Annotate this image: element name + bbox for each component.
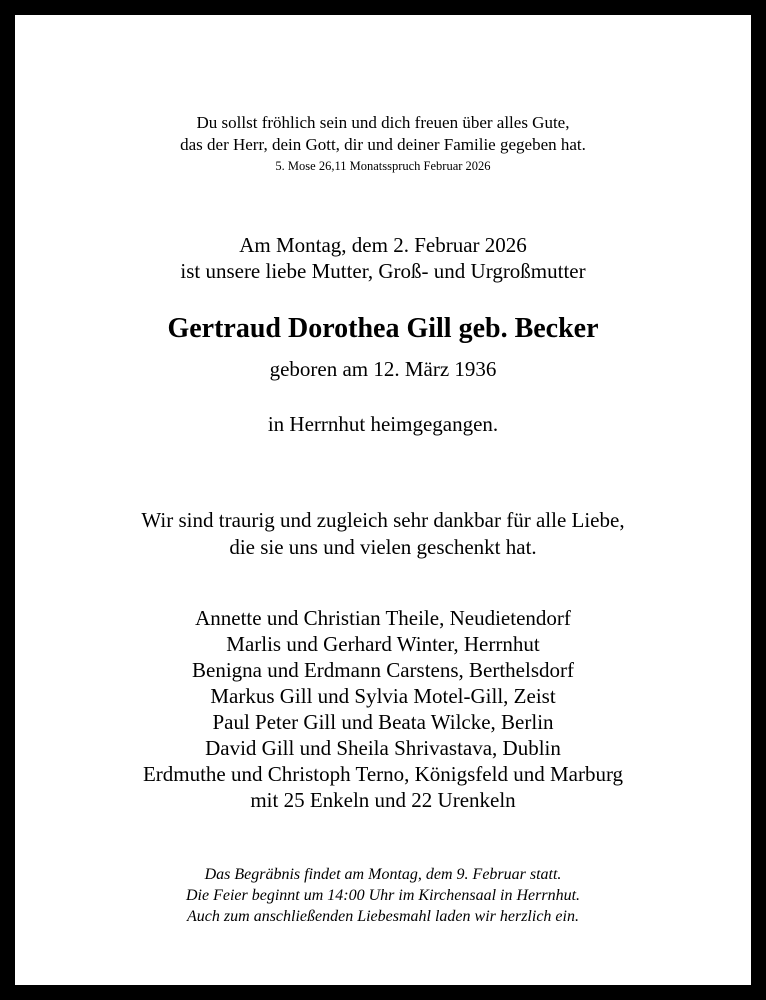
thanks-line-1: Wir sind traurig und zugleich sehr dankbar für alle Liebe, — [141, 508, 625, 532]
grandchildren-line: mit 25 Enkeln und 22 Urenkeln — [250, 788, 516, 812]
announcement-relation: ist unsere liebe Mutter, Groß- und Urgroßmutter — [180, 259, 586, 283]
family-member: Benigna und Erdmann Carstens, Berthelsdorf — [192, 658, 574, 682]
bible-verse-line-2: das der Herr, dein Gott, dir und deiner Familie gegeben hat. — [180, 135, 586, 154]
thanks-line-2: die sie uns und vielen geschenkt hat. — [229, 535, 537, 559]
announcement-date: Am Montag, dem 2. Februar 2026 — [239, 233, 527, 257]
passing-place: in Herrnhut heimgegangen. — [267, 412, 499, 436]
family-member: Marlis und Gerhard Winter, Herrnhut — [226, 632, 540, 656]
bible-verse-reference: 5. Mose 26,11 Monatsspruch Februar 2026 — [275, 159, 491, 173]
deceased-name: Gertraud Dorothea Gill geb. Becker — [167, 313, 599, 344]
family-member: Paul Peter Gill und Beata Wilcke, Berlin — [212, 710, 554, 734]
funeral-info-line-2: Die Feier beginnt um 14:00 Uhr im Kirchensaal in Herrnhut. — [185, 887, 581, 904]
family-member: Markus Gill und Sylvia Motel-Gill, Zeist — [210, 684, 556, 708]
family-member: Erdmuthe und Christoph Terno, Königsfeld und Marburg — [142, 762, 624, 786]
family-member: David Gill und Sheila Shrivastava, Dublin — [205, 736, 561, 760]
family-member: Annette und Christian Theile, Neudietendorf — [195, 606, 571, 630]
bible-verse-line-1: Du sollst fröhlich sein und dich freuen über alles Gute, — [196, 113, 570, 132]
birth-date: geboren am 12. März 1936 — [269, 357, 497, 381]
funeral-info-line-1: Das Begräbnis findet am Montag, dem 9. Februar statt. — [204, 866, 562, 883]
funeral-info-line-3: Auch zum anschließenden Liebesmahl laden wir herzlich ein. — [187, 908, 579, 925]
